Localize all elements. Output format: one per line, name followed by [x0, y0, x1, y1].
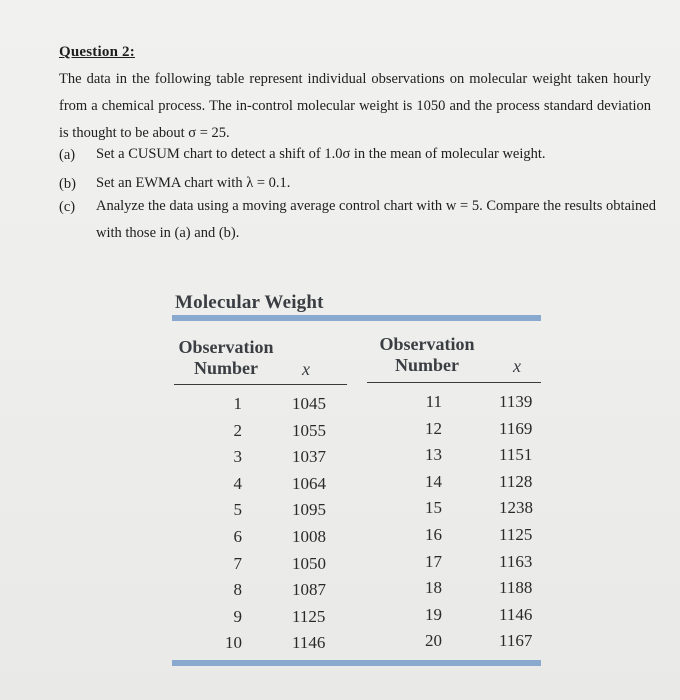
table-title: Molecular Weight [175, 292, 324, 313]
table-cell-molecular-weight: 1045 [292, 394, 326, 413]
table-cell-observation-number: 2 [233, 420, 242, 440]
header-observation-number-right [371, 334, 483, 376]
table-cell-observation-number: 20 [425, 631, 442, 651]
table-cell-molecular-weight: 1128 [499, 471, 533, 491]
header-x-right: x [513, 356, 521, 376]
part-a-text: Set a CUSUM chart to detect a shift of 1.0σ in the mean of molecular weight. [96, 146, 546, 162]
table-cell-molecular-weight: 1139 [499, 392, 533, 411]
part-c-label: (c) [59, 199, 76, 215]
part-c-text: Analyze the data using a moving average control chart with w = 5. Compare the results obtained with those in (a) and (b). [96, 198, 656, 241]
table-cell-observation-number: 11 [425, 392, 442, 411]
table-cell-observation-number: 14 [425, 471, 442, 491]
table-cell-observation-number: 13 [425, 445, 442, 465]
header-rule-right [367, 382, 541, 383]
table-cell-observation-number: 5 [233, 500, 242, 520]
table-cell-observation-number: 10 [225, 633, 242, 653]
table-bottom-rule [172, 660, 541, 666]
table-cell-observation-number: 15 [425, 498, 442, 518]
question-title: Question 2: [59, 44, 135, 60]
table-cell-molecular-weight: 1125 [292, 606, 326, 626]
header-obs-line2: Number [194, 358, 258, 378]
question-intro: The data in the following table represent individual observations on molecular weight taken hourly from a chemical process. The in-control molecular weight is 1050 and the process standard deviation is thought to be about σ = 25. [59, 71, 651, 141]
table-cell-molecular-weight: 1008 [292, 527, 326, 546]
table-cell-molecular-weight: 1167 [499, 631, 533, 651]
table-cell-molecular-weight: 1087 [292, 580, 326, 600]
table-cell-molecular-weight: 1037 [292, 447, 326, 467]
table-cell-molecular-weight: 1146 [499, 604, 533, 624]
table-cell-observation-number: 12 [425, 418, 442, 438]
table-cell-molecular-weight: 1163 [499, 551, 533, 571]
table-cell-molecular-weight: 1064 [292, 473, 326, 493]
header-obs-line1: Observation [178, 337, 274, 357]
table-cell-observation-number: 16 [425, 525, 442, 544]
table-cell-observation-number: 18 [425, 578, 442, 598]
table-cell-molecular-weight: 1055 [292, 420, 326, 440]
table-cell-observation-number: 8 [233, 580, 242, 600]
table-cell-molecular-weight: 1188 [499, 578, 533, 598]
table-top-rule [172, 315, 541, 321]
table-cell-observation-number: 17 [425, 551, 442, 571]
header-obs-line1: Observation [379, 334, 475, 354]
part-a-label: (a) [59, 147, 76, 163]
table-cell-molecular-weight: 1238 [499, 498, 533, 518]
table-cell-observation-number: 6 [233, 527, 242, 546]
part-b-label: (b) [59, 176, 76, 192]
table-cell-molecular-weight: 1146 [292, 633, 326, 653]
header-x-left: x [302, 359, 310, 379]
table-cell-observation-number: 3 [233, 447, 242, 467]
header-obs-line2: Number [395, 355, 459, 375]
header-rule-left [174, 384, 347, 385]
table-cell-observation-number: 19 [425, 604, 442, 624]
table-cell-observation-number: 1 [233, 394, 242, 413]
table-cell-molecular-weight: 1095 [292, 500, 326, 520]
table-cell-observation-number: 7 [233, 553, 242, 573]
header-observation-number-left [170, 337, 282, 379]
table-cell-molecular-weight: 1169 [499, 418, 533, 438]
table-cell-molecular-weight: 1125 [499, 525, 533, 544]
table-cell-observation-number: 9 [233, 606, 242, 626]
part-b-text: Set an EWMA chart with λ = 0.1. [96, 175, 291, 191]
table-cell-observation-number: 4 [233, 473, 242, 493]
table-cell-molecular-weight: 1151 [499, 445, 533, 465]
table-cell-molecular-weight: 1050 [292, 553, 326, 573]
